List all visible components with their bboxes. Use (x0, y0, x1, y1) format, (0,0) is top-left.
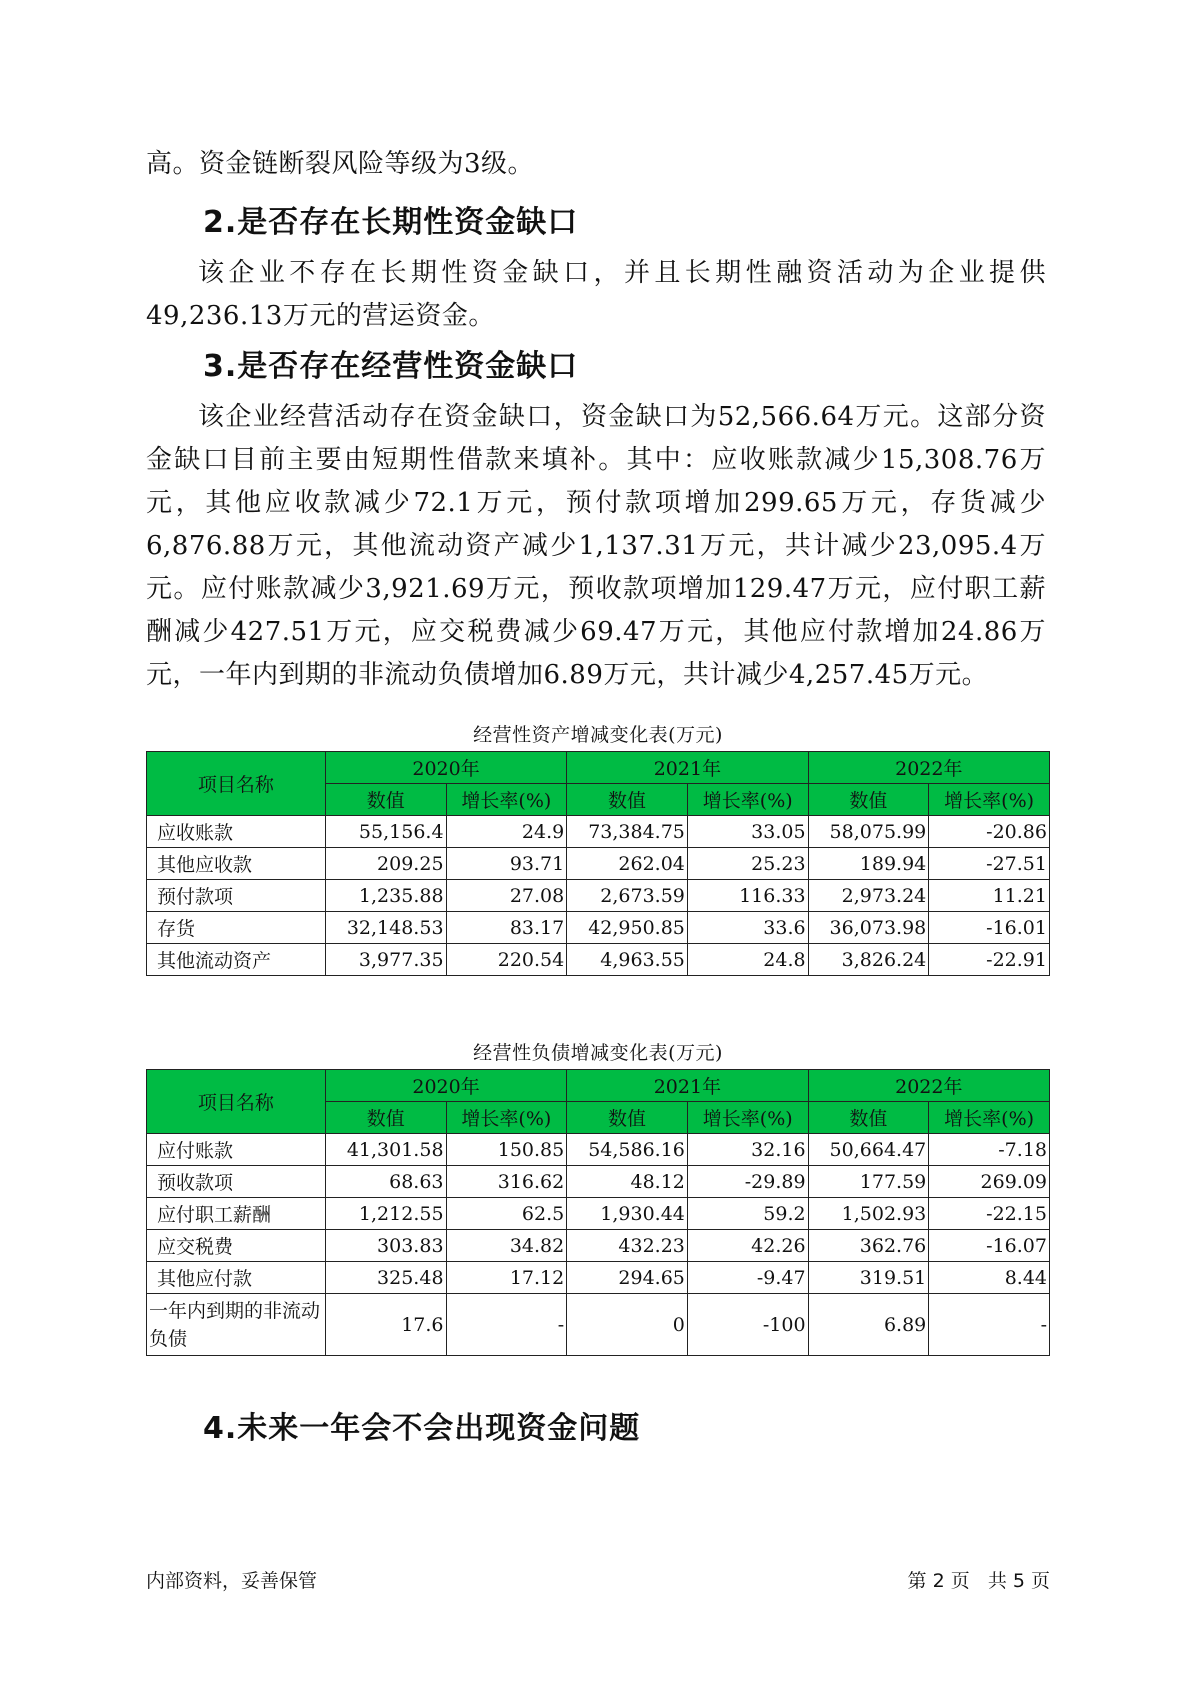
liability-table-caption: 经营性负债增减变化表(万元) (473, 1042, 723, 1064)
header-year-2021: 2021年 (567, 752, 808, 784)
cell-rate: -100 (687, 1294, 808, 1356)
table-row (147, 1134, 1050, 1166)
cell-value: 1,502.93 (808, 1198, 929, 1230)
cell-rate: 83.17 (446, 912, 567, 944)
cell-rate: 11.21 (929, 880, 1050, 912)
paragraph-operating-gap: 该企业经营活动存在资金缺口，资金缺口为52,566.64万元。这部分资金缺口目前主要由短期性借款来填补。其中：应收账款减少15,308.76万元，其他应收款减少72.1万元，预付款项增加299.65万元，存货减少6,876.88万元，其他流动资产减少1,137.31万元，共计减少23,095.4万元。应付账款减少3,921.69万元，预收款项增加129.47万元，应付职工薪酬减少427.51万元，应交税费减少69.47万元，其他应付款增加24.86万元，一年内到期的非流动负债增加6.89万元，共计减少4,257.45万元。 (146, 402, 1046, 690)
row-label: 其他应收款 (147, 848, 326, 880)
header-year-2022: 2022年 (808, 752, 1049, 784)
cell-rate: - (446, 1294, 567, 1356)
cell-value: 42,950.85 (567, 912, 688, 944)
table-row (147, 1166, 1050, 1198)
cell-rate: 42.26 (687, 1230, 808, 1262)
header-growth-rate: 增长率(%) (687, 784, 808, 816)
table-row (147, 912, 1050, 944)
row-label: 其他流动资产 (147, 944, 326, 976)
asset-table-caption: 经营性资产增减变化表(万元) (473, 724, 723, 746)
cell-rate: 25.23 (687, 848, 808, 880)
cell-value: 4,963.55 (567, 944, 688, 976)
cell-rate: 59.2 (687, 1198, 808, 1230)
cell-rate: 33.6 (687, 912, 808, 944)
asset-change-table (146, 751, 1050, 976)
cell-value: 0 (567, 1294, 688, 1356)
header-value: 数值 (808, 1102, 929, 1134)
cell-rate: 150.85 (446, 1134, 567, 1166)
table-row (147, 944, 1050, 976)
header-year-2021: 2021年 (567, 1070, 808, 1102)
table-row (147, 1230, 1050, 1262)
cell-value: 3,977.35 (325, 944, 446, 976)
section-heading-2: 2.是否存在长期性资金缺口 (203, 205, 579, 240)
cell-rate: - (929, 1294, 1050, 1356)
liability-change-table (146, 1069, 1050, 1356)
row-label: 应交税费 (147, 1230, 326, 1262)
row-label: 预付款项 (147, 880, 326, 912)
table-row (147, 816, 1050, 848)
table-row (147, 1262, 1050, 1294)
section-heading-3: 3.是否存在经营性资金缺口 (203, 349, 579, 384)
cell-value: 2,973.24 (808, 880, 929, 912)
header-growth-rate: 增长率(%) (929, 784, 1050, 816)
table-row (147, 1294, 1050, 1356)
header-value: 数值 (808, 784, 929, 816)
row-label: 存货 (147, 912, 326, 944)
cell-rate: 32.16 (687, 1134, 808, 1166)
header-value: 数值 (567, 1102, 688, 1134)
cell-rate: 316.62 (446, 1166, 567, 1198)
row-label: 应付职工薪酬 (147, 1198, 326, 1230)
cell-value: 1,930.44 (567, 1198, 688, 1230)
header-year-2020: 2020年 (325, 752, 566, 784)
cell-value: 1,212.55 (325, 1198, 446, 1230)
cell-value: 209.25 (325, 848, 446, 880)
cell-rate: -16.01 (929, 912, 1050, 944)
cell-rate: 24.8 (687, 944, 808, 976)
cell-rate: -9.47 (687, 1262, 808, 1294)
section-heading-4: 4.未来一年会不会出现资金问题 (203, 1411, 641, 1446)
footer-confidential-note: 内部资料，妥善保管 (146, 1570, 318, 1592)
header-item-name: 项目名称 (147, 1070, 326, 1134)
cell-value: 36,073.98 (808, 912, 929, 944)
cell-value: 50,664.47 (808, 1134, 929, 1166)
cell-rate: 93.71 (446, 848, 567, 880)
cell-value: 48.12 (567, 1166, 688, 1198)
cell-value: 6.89 (808, 1294, 929, 1356)
cell-value: 73,384.75 (567, 816, 688, 848)
cell-value: 17.6 (325, 1294, 446, 1356)
cell-value: 262.04 (567, 848, 688, 880)
cell-value: 2,673.59 (567, 880, 688, 912)
cell-rate: 24.9 (446, 816, 567, 848)
table-row (147, 1198, 1050, 1230)
cell-rate: 116.33 (687, 880, 808, 912)
footer-page-number: 第 2 页 共 5 页 (907, 1570, 1050, 1592)
paragraph-continuation: 高。资金链断裂风险等级为3级。 (146, 149, 535, 179)
header-value: 数值 (325, 1102, 446, 1134)
cell-rate: -16.07 (929, 1230, 1050, 1262)
header-growth-rate: 增长率(%) (446, 1102, 567, 1134)
cell-value: 32,148.53 (325, 912, 446, 944)
cell-value: 303.83 (325, 1230, 446, 1262)
cell-rate: -27.51 (929, 848, 1050, 880)
cell-value: 177.59 (808, 1166, 929, 1198)
cell-rate: 62.5 (446, 1198, 567, 1230)
cell-value: 3,826.24 (808, 944, 929, 976)
cell-rate: -22.91 (929, 944, 1050, 976)
row-label: 一年内到期的非流动负债 (147, 1294, 326, 1356)
header-value: 数值 (325, 784, 446, 816)
row-label: 应收账款 (147, 816, 326, 848)
cell-rate: 17.12 (446, 1262, 567, 1294)
cell-rate: 8.44 (929, 1262, 1050, 1294)
cell-rate: 220.54 (446, 944, 567, 976)
cell-value: 325.48 (325, 1262, 446, 1294)
header-growth-rate: 增长率(%) (687, 1102, 808, 1134)
paragraph-long-term-gap: 该企业不存在长期性资金缺口，并且长期性融资活动为企业提供49,236.13万元的营运资金。 (146, 258, 1046, 331)
cell-value: 58,075.99 (808, 816, 929, 848)
cell-value: 54,586.16 (567, 1134, 688, 1166)
cell-rate: -20.86 (929, 816, 1050, 848)
header-item-name: 项目名称 (147, 752, 326, 816)
header-growth-rate: 增长率(%) (929, 1102, 1050, 1134)
row-label: 应付账款 (147, 1134, 326, 1166)
cell-value: 68.63 (325, 1166, 446, 1198)
cell-rate: -7.18 (929, 1134, 1050, 1166)
cell-value: 189.94 (808, 848, 929, 880)
cell-value: 1,235.88 (325, 880, 446, 912)
row-label: 其他应付款 (147, 1262, 326, 1294)
cell-rate: 34.82 (446, 1230, 567, 1262)
row-label: 预收款项 (147, 1166, 326, 1198)
table-row (147, 880, 1050, 912)
table-row (147, 848, 1050, 880)
cell-value: 55,156.4 (325, 816, 446, 848)
cell-value: 319.51 (808, 1262, 929, 1294)
cell-rate: 269.09 (929, 1166, 1050, 1198)
cell-value: 362.76 (808, 1230, 929, 1262)
cell-rate: 27.08 (446, 880, 567, 912)
cell-rate: -22.15 (929, 1198, 1050, 1230)
header-value: 数值 (567, 784, 688, 816)
cell-rate: -29.89 (687, 1166, 808, 1198)
cell-value: 432.23 (567, 1230, 688, 1262)
cell-value: 41,301.58 (325, 1134, 446, 1166)
header-growth-rate: 增长率(%) (446, 784, 567, 816)
cell-rate: 33.05 (687, 816, 808, 848)
cell-value: 294.65 (567, 1262, 688, 1294)
header-year-2022: 2022年 (808, 1070, 1049, 1102)
header-year-2020: 2020年 (325, 1070, 566, 1102)
